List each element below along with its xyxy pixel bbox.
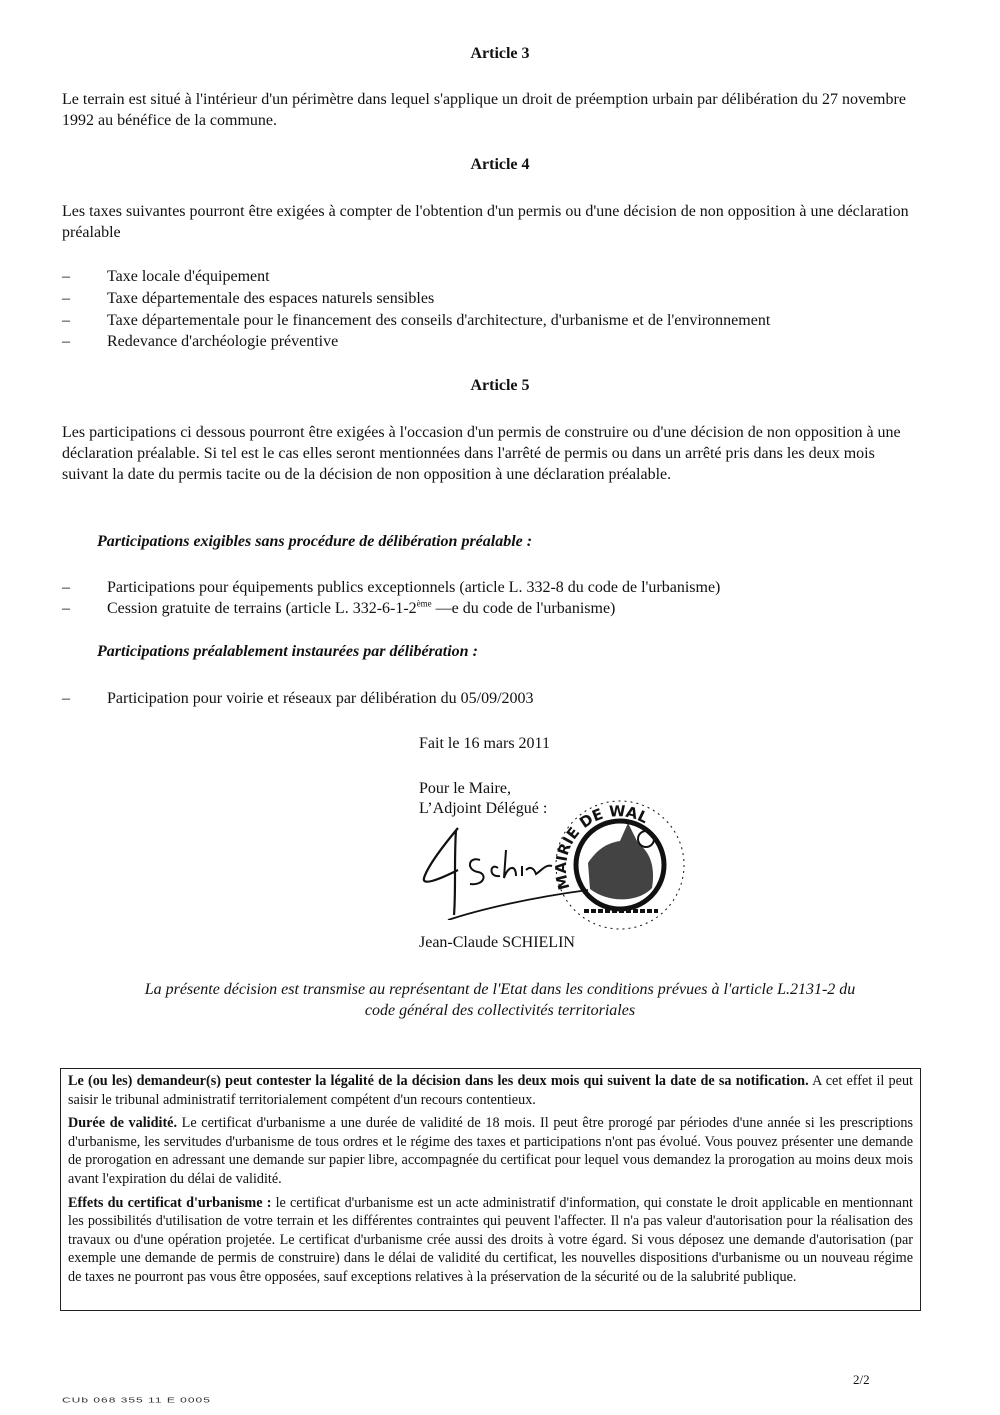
- tax-list-item: – Taxe départementale pour le financement des conseils d'architecture, d'urbanisme et de l'environnement: [62, 312, 771, 329]
- tax-list-item: – Redevance d'archéologie préventive: [62, 333, 339, 350]
- signature-for-mayor: Pour le Maire,: [419, 780, 511, 797]
- signature-role: L’Adjoint Délégué :: [419, 800, 548, 817]
- article-5-intro: Les participations ci dessous pourront être exigées à l'occasion d'un permis de construire ou d'une décision de non opposition à une déclaration préalable. Si tel est le cas elles seront mentionnées dans l'arrêté de permis ou dans un arrêté pris dans les deux mois suivant la date du permis tacite ou de la décision de non opposition à une déclaration préalable.: [62, 424, 901, 483]
- dash-bullet: –: [62, 600, 70, 617]
- participation-list-item: – Cession gratuite de terrains (article L. 332-6-1-2ème —e du code de l'urbanisme): [62, 598, 616, 617]
- participation-list-item: – Participation pour voirie et réseaux par délibération du 05/09/2003: [62, 690, 534, 707]
- article-4-intro: Les taxes suivantes pourront être exigées à compter de l'obtention d'un permis ou d'une décision de non opposition à une déclaration préalable: [62, 203, 909, 241]
- dash-bullet: –: [62, 333, 70, 350]
- participation-list-item: – Participations pour équipements publics exceptionnels (article L. 332-8 du code de l'urbanisme): [62, 579, 721, 596]
- dash-bullet: –: [62, 268, 70, 285]
- certificate-effects-paragraph: Effets du certificat d'urbanisme : le certificat d'urbanisme est un acte administratif d'information, qui constate le droit applicable en mentionnant les possibilités d'utilisation de votre terrain et les différentes contraintes qui peuvent l'affecter. Il n'a pas valeur d'autorisation pour la réalisation des travaux ou d'une opération projetée. Le certificat d'urbanisme crée aussi des droits à votre égard. Si vous déposez une demande d'autorisation (par exemple une demande de permis de construire) dans le délai de validité du certificat, les nouvelles dispositions d'urbanisme ou un nouveau régime de taxes ne pourront pas vous être opposées, sauf exceptions relatives à la préservation de la sécurité ou de la salubrité publique.: [68, 1194, 913, 1285]
- svg-text:MAIRIE DE WAL: MAIRIE DE WAL: [552, 802, 652, 892]
- dash-bullet: –: [62, 690, 70, 707]
- participations-with-deliberation-title: Participations préalablement instaurées par délibération :: [97, 643, 478, 660]
- page-number: 2/2: [853, 1372, 870, 1387]
- article-3-heading: Article 3: [470, 45, 530, 62]
- signatory-name: Jean-Claude SCHIELIN: [419, 934, 575, 951]
- validity-duration-paragraph: Durée de validité. Le certificat d'urbanisme a une durée de validité de 18 mois. Il peut être prorogé par périodes d'une année si les prescriptions d'urbanisme, les servitudes d'urbanisme de tous ordres et le régime des taxes et participations n'ont pas évolué. Vous pouvez présenter une demande de prorogation en adressant une demande sur papier libre, accompagnée du certificat pour lequel vous demandez la prorogation au moins deux mois avant l'expiration du délai de validité.: [68, 1115, 914, 1187]
- transmission-notice-line-1: La présente décision est transmise au représentant de l'Etat dans les conditions prévues à l'article L.2131-2 du: [144, 981, 856, 998]
- mayor-stamp-icon: [548, 793, 688, 933]
- dash-bullet: –: [62, 312, 70, 329]
- article-4-heading: Article 4: [470, 156, 530, 173]
- transmission-notice-line-2: code général des collectivités territoriales: [364, 1002, 636, 1019]
- legal-information-box: [60, 1068, 921, 1311]
- article-3-text: Le terrain est situé à l'intérieur d'un périmètre dans lequel s'applique un droit de préemption urbain par délibération du 27 novembre 1992 au bénéfice de la commune.: [62, 91, 906, 129]
- dash-bullet: –: [62, 290, 70, 307]
- participations-without-deliberation-title: Participations exigibles sans procédure de délibération préalable :: [97, 533, 533, 550]
- article-5-heading: Article 5: [470, 377, 530, 394]
- dash-bullet: –: [62, 579, 70, 596]
- tax-list-item: – Taxe départementale des espaces naturels sensibles: [62, 290, 435, 307]
- appeal-rights-paragraph: Le (ou les) demandeur(s) peut contester la légalité de la décision dans les deux mois qui suivent la date de sa notification. A cet effet il peut saisir le tribunal administratif territorialement compétent d'un recours contentieux.: [68, 1073, 913, 1108]
- tax-list-item: – Taxe locale d'équipement: [62, 268, 270, 285]
- reference-code: CUb 068 355 11 E 0005: [62, 1396, 211, 1404]
- signature-date: Fait le 16 mars 2011: [419, 735, 550, 752]
